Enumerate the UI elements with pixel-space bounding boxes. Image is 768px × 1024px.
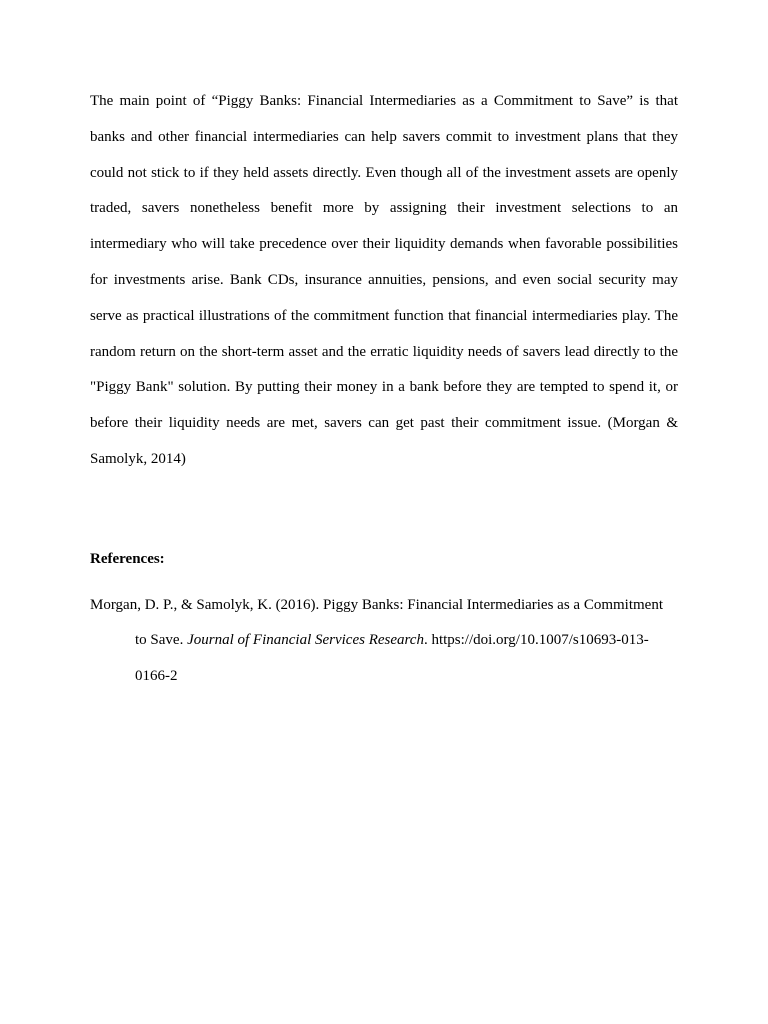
reference-journal: Journal of Financial Services Research: [187, 632, 424, 649]
reference-entry: [90, 588, 678, 695]
body-paragraph: The main point of “Piggy Banks: Financial Intermediaries as a Commitment to Save” is that banks and other financial intermediaries can help savers commit to investment plans that they could not stick to if they held assets directly. Even though all of the investment assets are openly traded, savers nonetheless benefit more by assigning their investment selections to an intermediary who will take precedence over their liquidity demands when favorable possibilities for investments arise. Bank CDs, insurance annuities, pensions, and even social security may serve as practical illustrations of the commitment function that financial intermediaries play. The random return on the short-term asset and the erratic liquidity needs of savers lead directly to the "Piggy Bank" solution. By putting their money in a bank before they are tempted to spend it, or before their liquidity needs are met, savers can get past their commitment issue. (Morgan & Samolyk, 2014): [90, 93, 678, 467]
reference-doi: . https://doi.org/10.1007/s10693-013-0166-2: [135, 632, 649, 685]
references-heading: References:: [90, 550, 165, 567]
reference-authors-title: Morgan, D. P., & Samolyk, K. (2016). Piggy Banks: Financial Intermediaries as a Commitment to Save.: [90, 596, 663, 649]
document-page: [90, 84, 678, 695]
